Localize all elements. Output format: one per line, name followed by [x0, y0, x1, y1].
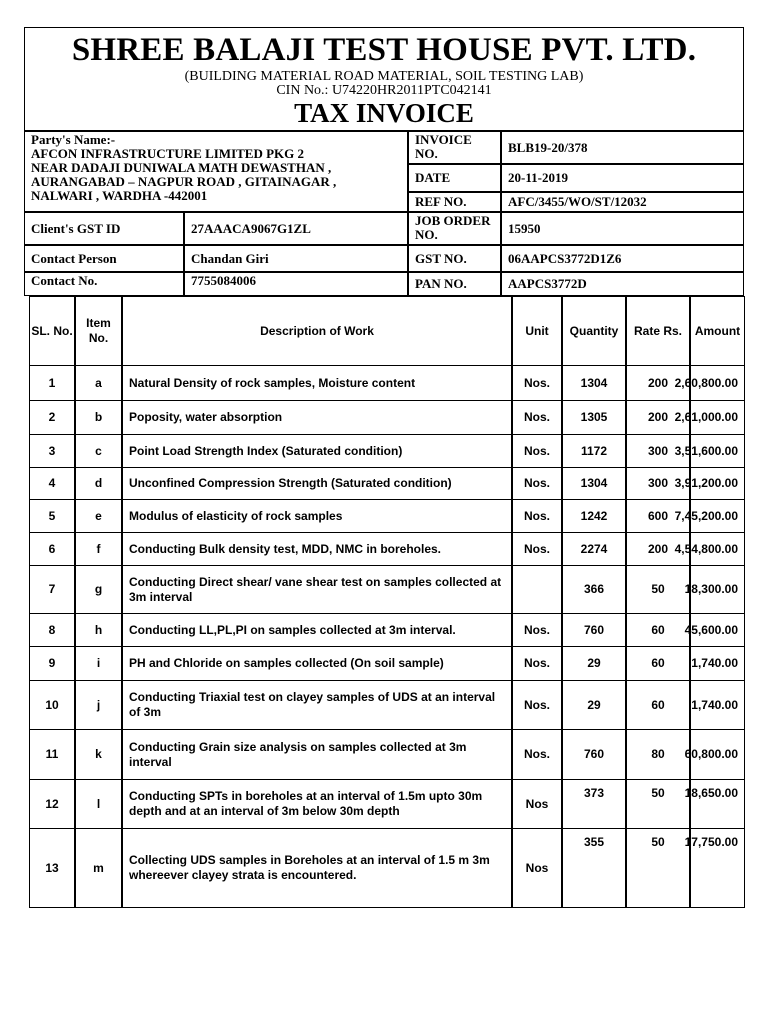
row-8-item: h — [75, 613, 122, 647]
client-gst-value: 27AAACA9067G1ZL — [184, 212, 408, 245]
row-1-item: a — [75, 365, 122, 401]
row-3-qty: 1172 — [562, 434, 626, 468]
row-3-unit: Nos. — [512, 434, 562, 468]
header-amount: Amount — [690, 296, 745, 366]
row-13-sl: 13 — [29, 828, 75, 908]
row-11-qty: 760 — [562, 729, 626, 780]
job-order-label: JOB ORDER NO. — [408, 212, 501, 245]
row-2-rate: 200 — [626, 400, 690, 435]
row-8-qty: 760 — [562, 613, 626, 647]
header-unit: Unit — [512, 296, 562, 366]
row-1-unit: Nos. — [512, 365, 562, 401]
row-6-unit: Nos. — [512, 532, 562, 566]
row-4-qty: 1304 — [562, 467, 626, 500]
row-6-rate: 200 — [626, 532, 690, 566]
row-6-item: f — [75, 532, 122, 566]
party-line-3: AURANGABAD – NAGPUR ROAD , GITAINAGAR , — [31, 174, 337, 189]
client-gst-label: Client's GST ID — [24, 212, 184, 245]
row-10-amount: 1,740.00 — [690, 680, 745, 730]
row-4-desc: Unconfined Compression Strength (Saturated condition) — [122, 467, 512, 500]
header-item: Item No. — [75, 296, 122, 366]
row-1-qty: 1304 — [562, 365, 626, 401]
job-order-value: 15950 — [501, 212, 744, 245]
row-6-sl: 6 — [29, 532, 75, 566]
row-6-amount: 4,54,800.00 — [690, 532, 745, 566]
pan-no-value: AAPCS3772D — [501, 272, 744, 296]
row-8-desc: Conducting LL,PL,PI on samples collected at 3m interval. — [122, 613, 512, 647]
contact-person-label: Contact Person — [24, 245, 184, 272]
row-4-amount: 3,91,200.00 — [690, 467, 745, 500]
row-9-desc: PH and Chloride on samples collected (On soil sample) — [122, 646, 512, 681]
row-5-desc: Modulus of elasticity of rock samples — [122, 499, 512, 533]
row-11-item: k — [75, 729, 122, 780]
row-5-rate: 600 — [626, 499, 690, 533]
row-8-unit: Nos. — [512, 613, 562, 647]
row-11-desc: Conducting Grain size analysis on samples collected at 3m interval — [122, 729, 512, 780]
row-10-qty: 29 — [562, 680, 626, 730]
company-name: SHREE BALAJI TEST HOUSE PVT. LTD. — [71, 32, 697, 68]
cin-number: CIN No.: U74220HR2011PTC042141 — [276, 83, 492, 98]
row-12-amount: 18,650.00 — [690, 779, 745, 829]
row-10-rate: 60 — [626, 680, 690, 730]
row-9-amount: 1,740.00 — [690, 646, 745, 681]
row-1-desc: Natural Density of rock samples, Moisture content — [122, 365, 512, 401]
row-5-unit: Nos. — [512, 499, 562, 533]
row-2-desc: Poposity, water absorption — [122, 400, 512, 435]
row-7-amount: 18,300.00 — [690, 565, 745, 614]
row-12-unit: Nos — [512, 779, 562, 829]
pan-no-label: PAN NO. — [408, 272, 501, 296]
row-12-rate: 50 — [626, 779, 690, 829]
row-1-amount: 2,60,800.00 — [690, 365, 745, 401]
row-10-sl: 10 — [29, 680, 75, 730]
party-line-4: NALWARI , WARDHA -442001 — [31, 188, 208, 203]
row-11-rate: 80 — [626, 729, 690, 780]
row-13-desc: Collecting UDS samples in Boreholes at an interval of 1.5 m 3m whereever clayey strata is encountered. — [122, 828, 512, 908]
header-sl: SL. No. — [29, 296, 75, 366]
row-13-item: m — [75, 828, 122, 908]
row-7-qty: 366 — [562, 565, 626, 614]
row-3-rate: 300 — [626, 434, 690, 468]
row-8-amount: 45,600.00 — [690, 613, 745, 647]
row-9-rate: 60 — [626, 646, 690, 681]
work-table — [29, 296, 745, 907]
invoice-no-label: INVOICE NO. — [408, 131, 501, 164]
party-line-2: NEAR DADAJI DUNIWALA MATH DEWASTHAN , — [31, 160, 332, 175]
party-block — [24, 131, 408, 212]
row-13-qty: 355 — [562, 828, 626, 908]
row-8-sl: 8 — [29, 613, 75, 647]
invoice-info-grid — [24, 131, 744, 296]
row-13-rate: 50 — [626, 828, 690, 908]
row-6-qty: 2274 — [562, 532, 626, 566]
row-11-sl: 11 — [29, 729, 75, 780]
date-value: 20-11-2019 — [501, 164, 744, 192]
row-5-qty: 1242 — [562, 499, 626, 533]
header-qty: Quantity — [562, 296, 626, 366]
row-4-item: d — [75, 467, 122, 500]
row-5-amount: 7,45,200.00 — [690, 499, 745, 533]
contact-no-value: 7755084006 — [184, 272, 408, 296]
ref-value: AFC/3455/WO/ST/12032 — [501, 192, 744, 212]
row-7-unit — [512, 565, 562, 614]
row-12-desc: Conducting SPTs in boreholes at an interval of 1.5m upto 30m depth and at an interval of 3m below 30m depth — [122, 779, 512, 829]
row-12-item: l — [75, 779, 122, 829]
document-title: TAX INVOICE — [294, 98, 474, 128]
row-3-desc: Point Load Strength Index (Saturated condition) — [122, 434, 512, 468]
row-3-item: c — [75, 434, 122, 468]
row-6-desc: Conducting Bulk density test, MDD, NMC in boreholes. — [122, 532, 512, 566]
row-11-unit: Nos. — [512, 729, 562, 780]
row-7-sl: 7 — [29, 565, 75, 614]
row-2-qty: 1305 — [562, 400, 626, 435]
date-label: DATE — [408, 164, 501, 192]
row-5-item: e — [75, 499, 122, 533]
row-4-rate: 300 — [626, 467, 690, 500]
row-9-qty: 29 — [562, 646, 626, 681]
row-2-sl: 2 — [29, 400, 75, 435]
row-10-item: j — [75, 680, 122, 730]
row-13-amount: 17,750.00 — [690, 828, 745, 908]
row-7-desc: Conducting Direct shear/ vane shear test on samples collected at 3m interval — [122, 565, 512, 614]
contact-person-value: Chandan Giri — [184, 245, 408, 272]
gst-no-label: GST NO. — [408, 245, 501, 272]
row-4-unit: Nos. — [512, 467, 562, 500]
party-line-1: AFCON INFRASTRUCTURE LIMITED PKG 2 — [31, 146, 305, 161]
row-1-rate: 200 — [626, 365, 690, 401]
row-11-amount: 60,800.00 — [690, 729, 745, 780]
header-desc: Description of Work — [122, 296, 512, 366]
row-3-amount: 3,51,600.00 — [690, 434, 745, 468]
row-5-sl: 5 — [29, 499, 75, 533]
row-7-item: g — [75, 565, 122, 614]
gst-no-value: 06AAPCS3772D1Z6 — [501, 245, 744, 272]
contact-no-label: Contact No. — [24, 272, 184, 296]
invoice-header — [24, 27, 744, 131]
invoice-no-value: BLB19-20/378 — [501, 131, 744, 164]
row-12-sl: 12 — [29, 779, 75, 829]
row-2-item: b — [75, 400, 122, 435]
header-rate: Rate Rs. — [626, 296, 690, 366]
row-3-sl: 3 — [29, 434, 75, 468]
row-7-rate: 50 — [626, 565, 690, 614]
row-10-desc: Conducting Triaxial test on clayey samples of UDS at an interval of 3m — [122, 680, 512, 730]
row-13-unit: Nos — [512, 828, 562, 908]
row-9-item: i — [75, 646, 122, 681]
row-9-sl: 9 — [29, 646, 75, 681]
row-4-sl: 4 — [29, 467, 75, 500]
row-10-unit: Nos. — [512, 680, 562, 730]
row-9-unit: Nos. — [512, 646, 562, 681]
row-12-qty: 373 — [562, 779, 626, 829]
party-label: Party's Name:- — [31, 132, 116, 147]
ref-label: REF NO. — [408, 192, 501, 212]
row-2-unit: Nos. — [512, 400, 562, 435]
row-8-rate: 60 — [626, 613, 690, 647]
row-1-sl: 1 — [29, 365, 75, 401]
company-subtitle: (BUILDING MATERIAL ROAD MATERIAL, SOIL TESTING LAB) — [184, 69, 584, 84]
row-2-amount: 2,61,000.00 — [690, 400, 745, 435]
